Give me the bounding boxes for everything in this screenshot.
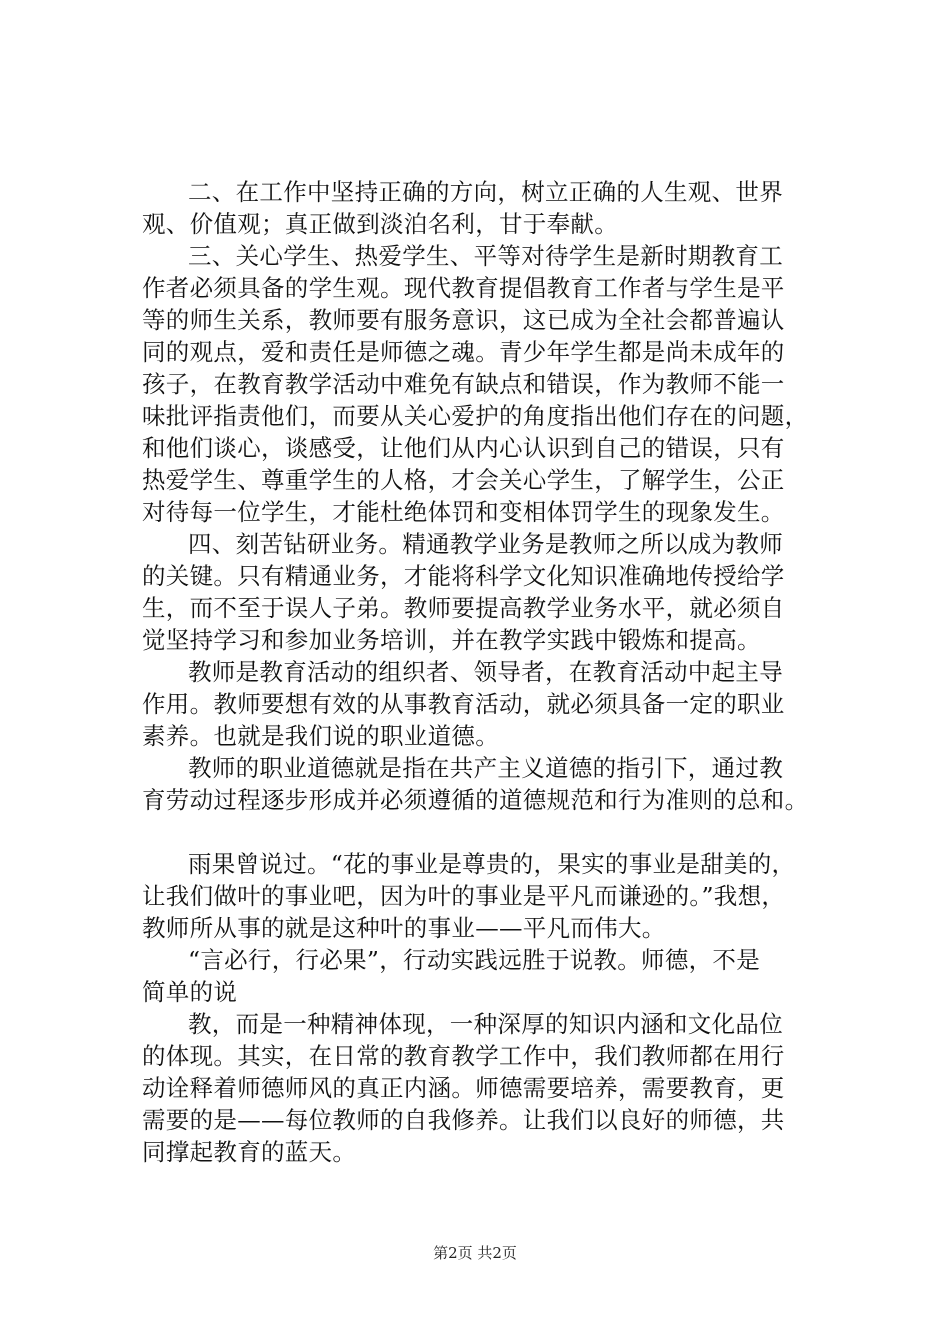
text-line: 的体现。其实，在日常的教育教学工作中，我们教师都在用行 — [142, 1042, 785, 1070]
paragraph-gap — [142, 816, 842, 848]
text-line: 动诠释着师德师风的真正内涵。师德需要培养，需要教育，更 — [142, 1074, 785, 1102]
text-line: 生，而不至于误人子弟。教师要提高教学业务水平，就必须自 — [142, 594, 785, 622]
text-line: 简单的说 — [142, 978, 238, 1006]
page-number-footer: 第2页 共2页 — [433, 1244, 517, 1262]
text-line: 的关键。只有精通业务，才能将科学文化知识准确地传授给学 — [142, 562, 785, 590]
text-line: 和他们谈心，谈感受，让他们从内心认识到自己的错误，只有 — [142, 434, 785, 462]
text-line: “言必行，行必果”，行动实践远胜于说教。师德，不是 — [188, 946, 761, 974]
text-line: 教，而是一种精神体现，一种深厚的知识内涵和文化品位 — [188, 1010, 783, 1038]
text-line: 对待每一位学生，才能杜绝体罚和变相体罚学生的现象发生。 — [142, 498, 785, 526]
document-body — [142, 176, 842, 1168]
text-line: 同撑起教育的蓝天。 — [142, 1138, 357, 1166]
text-line: 味批评指责他们，而要从关心爱护的角度指出他们存在的问题， — [142, 402, 809, 430]
text-line: 同的观点，爱和责任是师德之魂。青少年学生都是尚未成年的 — [142, 338, 785, 366]
text-line: 孩子，在教育教学活动中难免有缺点和错误，作为教师不能一 — [142, 370, 785, 398]
text-line: 觉坚持学习和参加业务培训，并在教学实践中锻炼和提高。 — [142, 626, 761, 654]
text-line: 三、关心学生、热爱学生、平等对待学生是新时期教育工 — [188, 242, 783, 270]
text-line: 热爱学生、尊重学生的人格，才会关心学生，了解学生，公正 — [142, 466, 785, 494]
text-line: 教师所从事的就是这种叶的事业——平凡而伟大。 — [142, 914, 666, 942]
text-line: 观、价值观；真正做到淡泊名利，甘于奉献。 — [142, 210, 618, 238]
text-line: 二、在工作中坚持正确的方向，树立正确的人生观、世界 — [188, 178, 783, 206]
text-line: 四、刻苦钻研业务。精通教学业务是教师之所以成为教师 — [188, 530, 783, 558]
text-line: 教师的职业道德就是指在共产主义道德的指引下，通过教 — [188, 754, 783, 782]
text-line: 育劳动过程逐步形成并必须遵循的道德规范和行为准则的总和。 — [142, 786, 809, 814]
text-line: 教师是教育活动的组织者、领导者，在教育活动中起主导 — [188, 658, 783, 686]
text-line: 让我们做叶的事业吧，因为叶的事业是平凡而谦逊的。”我想， — [142, 882, 786, 910]
text-line: 需要的是——每位教师的自我修养。让我们以良好的师德，共 — [142, 1106, 785, 1134]
text-line: 雨果曾说过。“花的事业是尊贵的，果实的事业是甜美的， — [188, 850, 796, 878]
text-line: 作者必须具备的学生观。现代教育提倡教育工作者与学生是平 — [142, 274, 785, 302]
text-line: 素养。也就是我们说的职业道德。 — [142, 722, 499, 750]
text-line: 等的师生关系，教师要有服务意识，这已成为全社会都普遍认 — [142, 306, 785, 334]
text-line: 作用。教师要想有效的从事教育活动，就必须具备一定的职业 — [142, 690, 785, 718]
